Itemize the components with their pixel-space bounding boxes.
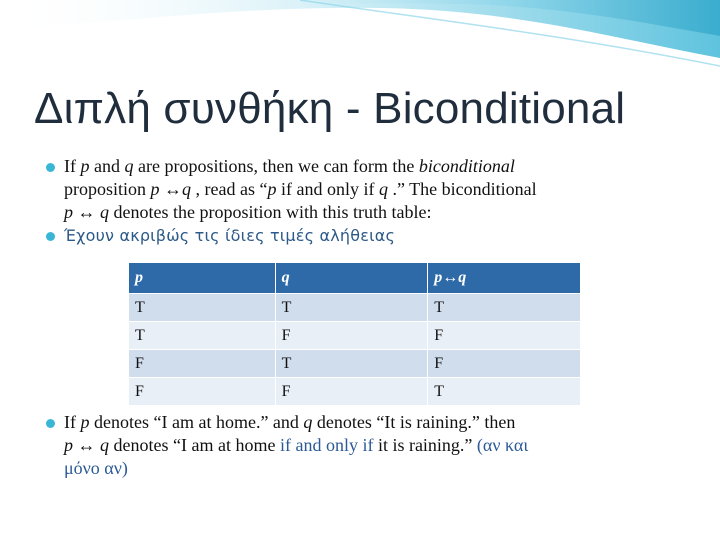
bullet-line xyxy=(64,201,686,224)
var-p: p xyxy=(80,156,90,176)
var-q: q xyxy=(378,179,388,199)
text-segment: are propositions, then we can form the xyxy=(133,156,419,176)
bullet-item xyxy=(46,224,686,247)
slide-title: Διπλή συνθήκη - Biconditional xyxy=(34,84,626,133)
table-cell: F xyxy=(275,378,428,406)
table-cell: T xyxy=(428,294,581,322)
var-p: p xyxy=(267,179,277,199)
text-segment: If xyxy=(64,156,81,176)
text-segment: denotes “I am at home xyxy=(109,435,280,455)
column-header: p xyxy=(129,263,276,294)
table-row xyxy=(129,350,581,378)
greek-translation: μόνο αν) xyxy=(64,458,128,478)
formula: p ↔ q xyxy=(64,435,109,455)
table-header-row xyxy=(129,263,581,294)
column-header: p↔q xyxy=(428,263,581,294)
text-segment: if and only if xyxy=(276,179,379,199)
formula: p ↔q xyxy=(150,179,192,199)
highlight-iff: if and only if xyxy=(279,435,374,455)
table-row xyxy=(129,294,581,322)
bullet-dot-icon xyxy=(46,419,55,428)
table-row xyxy=(129,322,581,350)
text-segment: , read as “ xyxy=(191,179,268,199)
formula: p ↔ q xyxy=(64,202,109,222)
text-segment: proposition xyxy=(64,179,151,199)
column-header: q xyxy=(275,263,428,294)
table-row xyxy=(129,378,581,406)
text-segment: denotes the proposition with this truth table: xyxy=(109,202,432,222)
bullet-text-greek: Έχουν ακριβώς τις ίδιες τιμές αλήθειας xyxy=(64,226,396,245)
table-cell: T xyxy=(129,294,276,322)
table-cell: F xyxy=(428,322,581,350)
bullet-line xyxy=(64,434,706,457)
bullet-item xyxy=(46,411,706,480)
bullet-line xyxy=(64,411,706,434)
text-segment: and xyxy=(89,156,125,176)
table-cell: T xyxy=(275,294,428,322)
var-p: p xyxy=(80,412,90,432)
text-segment: it is raining.” xyxy=(373,435,477,455)
table-cell: T xyxy=(129,322,276,350)
term-biconditional: biconditional xyxy=(418,156,515,176)
table-cell: F xyxy=(129,378,276,406)
bullet-line xyxy=(64,155,686,178)
truth-table xyxy=(128,262,581,406)
text-segment: If xyxy=(64,412,81,432)
table-cell: F xyxy=(129,350,276,378)
bullet-item xyxy=(46,155,686,224)
var-q: q xyxy=(303,412,313,432)
bullet-line xyxy=(64,178,686,201)
table-cell: T xyxy=(428,378,581,406)
table-cell: F xyxy=(428,350,581,378)
table-cell: F xyxy=(275,322,428,350)
table-cell: T xyxy=(275,350,428,378)
bullet-list xyxy=(46,155,686,247)
bullet-list-bottom xyxy=(46,411,706,480)
text-segment: .” The biconditional xyxy=(387,179,537,199)
bullet-line xyxy=(64,457,706,480)
text-segment: denotes “It is raining.” then xyxy=(312,412,516,432)
bullet-dot-icon xyxy=(46,232,55,241)
bullet-dot-icon xyxy=(46,163,55,172)
decorative-wave-banner xyxy=(0,0,720,80)
text-segment: denotes “I am at home.” and xyxy=(89,412,304,432)
var-q: q xyxy=(124,156,134,176)
greek-translation: (αν και xyxy=(476,435,529,455)
